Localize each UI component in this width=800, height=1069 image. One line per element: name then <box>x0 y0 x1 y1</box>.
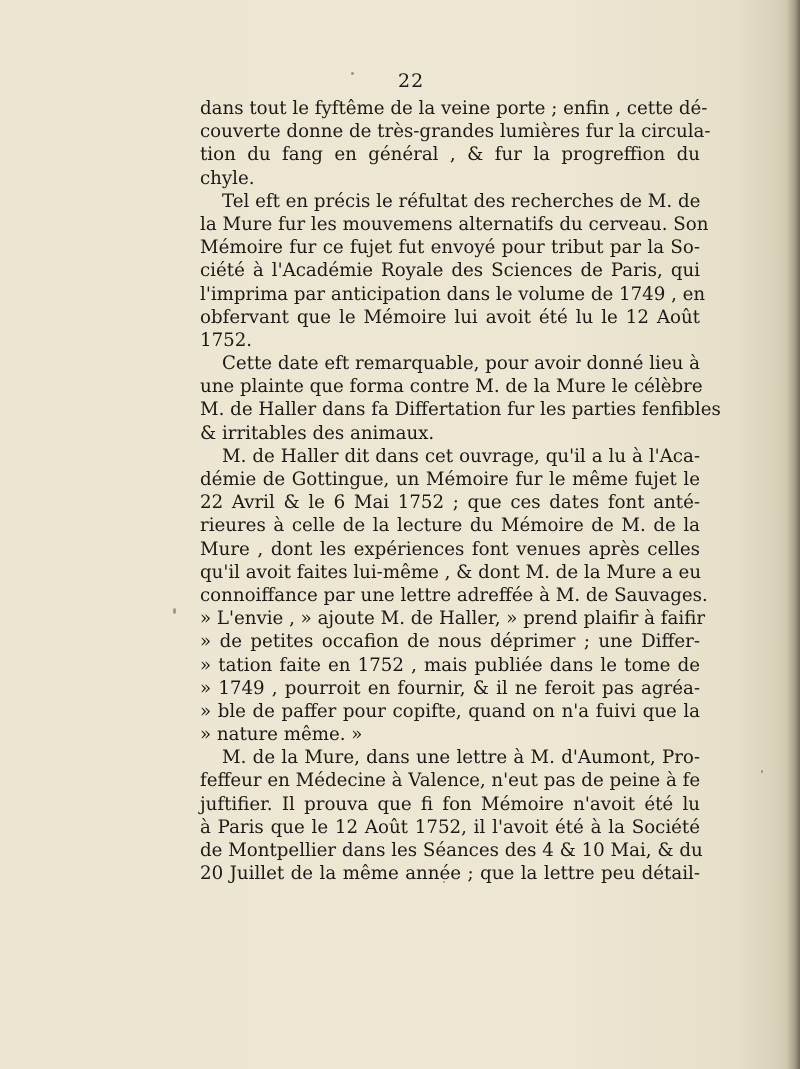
text-line: chyle. <box>200 167 255 189</box>
text-line: une plainte que forma contre M. de la Mure le célèbre <box>200 376 703 398</box>
text-line: 1752. <box>200 329 253 351</box>
paper-speck <box>173 608 176 614</box>
text-line: feffeur en Médecine à Valence, n'eut pas de peine à fe <box>200 770 701 792</box>
text-line: tion du fang en général , & fur la progreffion du <box>200 144 700 166</box>
text-line: » L'envie , » ajoute M. de Haller, » prend plaifir à faifir <box>200 608 706 630</box>
text-line: M. de Haller dans fa Differtation fur les parties fenfibles <box>200 399 721 421</box>
text-line: Mure , dont les expériences font venues après celles <box>200 538 700 560</box>
text-line: M. de la Mure, dans une lettre à M. d'Aumont, Pro- <box>222 747 700 769</box>
text-line: Tel eft en précis le réfultat des recherches de M. de <box>222 190 701 212</box>
text-line: Mémoire fur ce fujet fut envoyé pour tribut par la So- <box>200 237 700 259</box>
text-line: 20 Juillet de la même année ; que la lettre peu détail- <box>200 863 700 885</box>
text-line: M. de Haller dit dans cet ouvrage, qu'il a lu à l'Aca- <box>222 445 700 467</box>
text-line: connoiffance par une lettre adreffée à M. de Sauvages. <box>200 584 708 606</box>
text-line: la Mure fur les mouvemens alternatifs du cerveau. Son <box>200 213 709 235</box>
text-line: démie de Gottingue, un Mémoire fur le même fujet le <box>200 469 700 490</box>
text-line: rieures à celle de la lecture du Mémoire de M. de la <box>200 515 700 537</box>
text-line: » ble de paffer pour copifte, quand on n'a fuivi que la <box>200 700 700 722</box>
paper-speck <box>761 770 763 773</box>
text-line: » 1749 , pourroit en fournir, & il ne feroit pas agréa- <box>200 677 700 699</box>
text-line: qu'il avoit faites lui-même , & dont M. de la Mure a eu <box>200 561 702 583</box>
text-line: couverte donne de très-grandes lumières fur la circula- <box>200 121 711 143</box>
text-line: juftifier. Il prouva que fi fon Mémoire n'avoit été lu <box>200 793 700 815</box>
page-number: 22 <box>398 70 425 92</box>
text-line: » de petites occafion de nous déprimer ; une Differ- <box>200 631 700 653</box>
text-line: à Paris que le 12 Août 1752, il l'avoit été à la Société <box>200 816 700 838</box>
text-line: » nature même. » <box>200 724 363 746</box>
text-line: de Montpellier dans les Séances des 4 & 10 Mai, & du <box>200 840 703 861</box>
text-line: & irritables des animaux. <box>200 422 435 444</box>
text-line: » tation faite en 1752 , mais publiée dans le tome de <box>200 654 700 676</box>
page-gutter-shadow <box>786 0 800 1069</box>
body-text <box>200 97 721 885</box>
paper-speck <box>351 72 354 75</box>
text-line: dans tout le fyftême de la veine porte ; enfin , cette dé- <box>200 98 708 119</box>
text-line: obfervant que le Mémoire lui avoit été lu le 12 Août <box>200 306 700 328</box>
text-line: Cette date eft remarquable, pour avoir donné lieu à <box>222 353 700 375</box>
text-line: ciété à l'Académie Royale des Sciences de Paris, qui <box>200 260 700 282</box>
text-line: 22 Avril & le 6 Mai 1752 ; que ces dates font anté- <box>200 492 700 514</box>
text-line: l'imprima par anticipation dans le volume de 1749 , en <box>200 283 706 305</box>
